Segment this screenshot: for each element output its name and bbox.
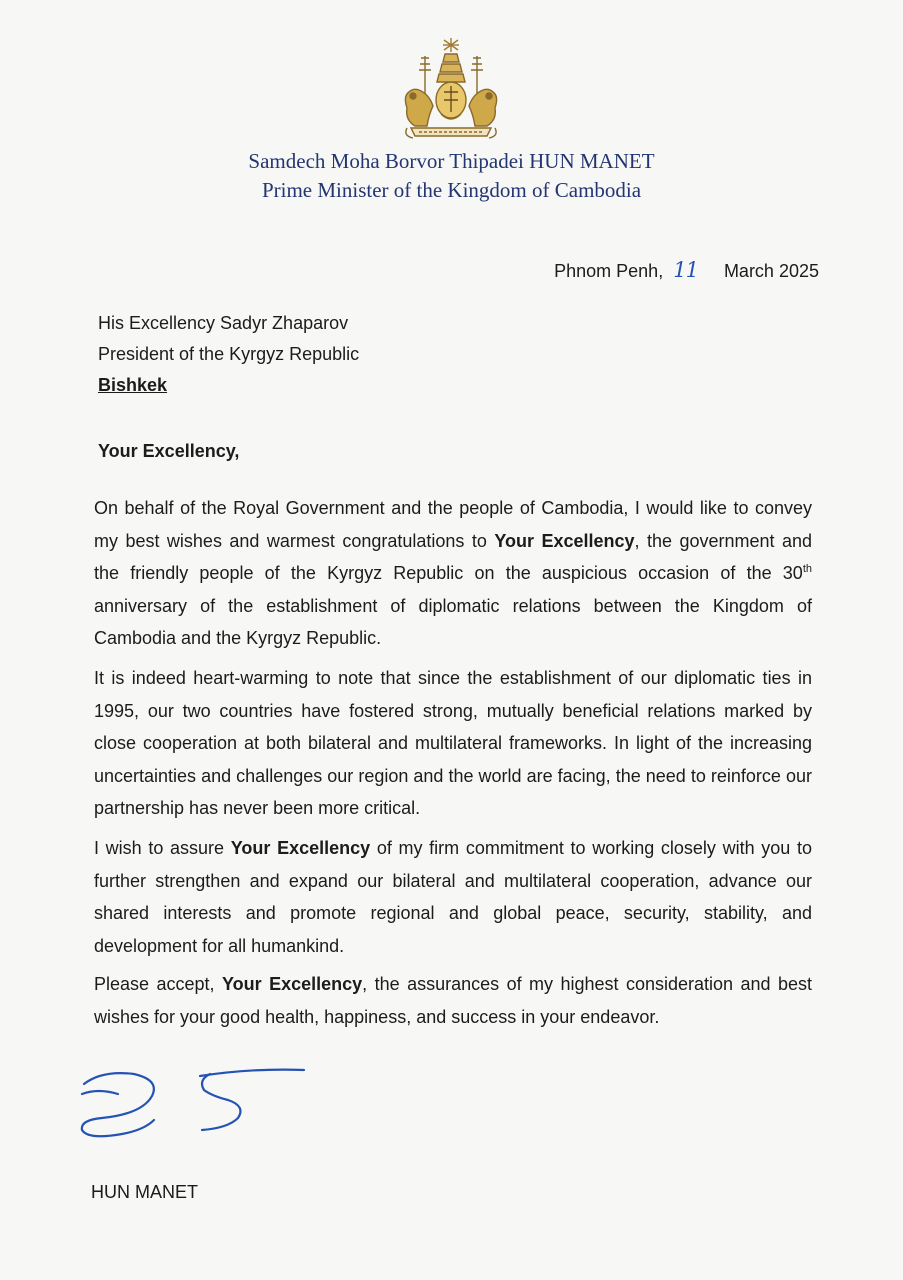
body-paragraph-4: Please accept, Your Excellency, the assurances of my highest consideration and best wishes for your good health, happiness, and success in your endeavor.: [94, 974, 812, 1027]
royal-coat-of-arms-icon: [395, 36, 507, 144]
letterhead-title: Prime Minister of the Kingdom of Cambodia: [261, 178, 642, 202]
salutation: Your Excellency,: [98, 441, 240, 461]
dateline: [554, 258, 819, 282]
recipient-city: Bishkek: [98, 375, 168, 395]
body-paragraph-1: On behalf of the Royal Government and the people of Cambodia, I would like to convey my best wishes and warmest congratulations to Your Excellency, the government and the friendly people of the Kyrgyz Republic on the auspicious occasion of the 30th anniversary of the establishment of diplomatic relations between the Kingdom of Cambodia and the Kyrgyz Republic.: [94, 498, 812, 648]
date-place: Phnom Penh,: [554, 261, 664, 281]
date-month-year: March 2025: [723, 261, 819, 281]
signer-name: HUN MANET: [91, 1182, 198, 1202]
letterhead-name: Samdech Moha Borvor Thipadei HUN MANET: [248, 149, 655, 173]
recipient-title: President of the Kyrgyz Republic: [98, 344, 360, 364]
date-day: 11: [673, 258, 698, 282]
body-paragraph-2: It is indeed heart-warming to note that since the establishment of our diplomatic ties in 1995, our two countries have fostered strong, mutually beneficial relations marked by close cooperation at both bilateral and multilateral frameworks. In light of the increasing uncertainties and challenges our region and the world are facing, the need to reinforce our partnership has never been more critical.: [94, 668, 812, 818]
handwritten-signature-icon: [62, 1060, 312, 1150]
recipient-name: His Excellency Sadyr Zhaparov: [98, 313, 349, 333]
body-paragraph-3: I wish to assure Your Excellency of my firm commitment to working closely with you to further strengthen and expand our bilateral and multilateral cooperation, advance our shared interests and promote regional and global peace, security, stability, and development for all humankind.: [94, 838, 812, 956]
